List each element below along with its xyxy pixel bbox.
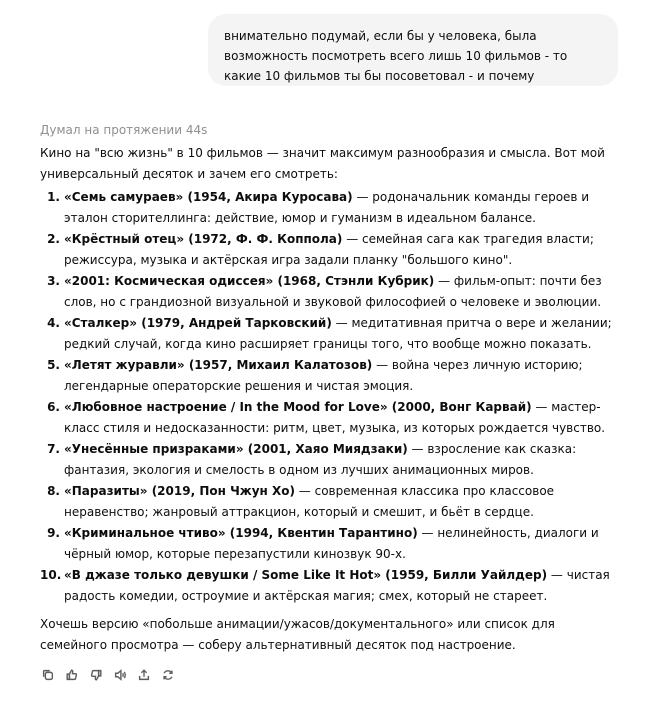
movie-description: — нелинейность, диалоги и чёрный юмор, которые перезапустили кинозвук 90-х.: [64, 526, 599, 561]
thought-label: Думал на протяжении 44s: [40, 123, 208, 137]
dislike-button[interactable]: [88, 667, 104, 683]
movie-number: 10.: [40, 568, 62, 582]
movie-title: «Крёстный отец» (1972, Ф. Ф. Коппола): [64, 232, 343, 246]
thought-duration-toggle[interactable]: [40, 121, 207, 139]
movie-list-item: [40, 565, 620, 607]
movie-number: 7.: [47, 442, 60, 456]
regenerate-icon: [161, 668, 175, 682]
movie-title: «Любовное настроение / In the Mood for Love» (2000, Вонг Карвай): [64, 400, 532, 414]
like-button[interactable]: [64, 667, 80, 683]
movie-list-item: [40, 313, 620, 355]
movie-title: «Паразиты» (2019, Пон Чжун Хо): [64, 484, 295, 498]
movie-list-item: [40, 481, 620, 523]
message-actions: [40, 665, 176, 685]
speaker-icon: [113, 668, 127, 682]
movie-list-item: [40, 187, 620, 229]
movie-title: «Сталкер» (1979, Андрей Тарковский): [64, 316, 332, 330]
assistant-intro: Кино на "всю жизнь" в 10 фильмов — значит максимум разнообразия и смысла. Вот мой универсальный десяток и зачем его смотреть:: [40, 146, 605, 181]
user-message-bubble: [208, 14, 618, 86]
movie-list-item: [40, 439, 620, 481]
movie-description: — медитативная притча о вере и желании; редкий случай, когда кино расширяет границы того, что вообще можно показать.: [64, 316, 612, 351]
movie-description: — мастер-класс стиля и недосказанности: ритм, цвет, музыка, из которых рождается чувство.: [64, 400, 606, 435]
thumbs-down-icon: [89, 668, 103, 682]
share-button[interactable]: [136, 667, 152, 683]
assistant-outro: Хочешь версию «побольше анимации/ужасов/документального» или список для семейного просмотра — соберу альтернативный десяток под настроение.: [40, 617, 555, 652]
movie-description: — чистая радость комедии, остроумие и актёрская магия; смех, который не стареет.: [64, 568, 610, 603]
copy-button[interactable]: [40, 667, 56, 683]
movie-list-item: [40, 355, 620, 397]
movie-title: «Семь самураев» (1954, Акира Куросава): [64, 190, 353, 204]
movie-description: — родоначальник команды героев и эталон сторителлинга: действие, юмор и гуманизм в идеальном балансе.: [64, 190, 590, 225]
thumbs-up-icon: [65, 668, 79, 682]
movie-number: 4.: [47, 316, 60, 330]
movie-description: — фильм-опыт: почти без слов, но с грандиозной визуальной и звуковой философией о человеке и эволюции.: [64, 274, 602, 309]
movie-title: «Криминальное чтиво» (1994, Квентин Тарантино): [64, 526, 418, 540]
movie-title: «2001: Космическая одиссея» (1968, Стэнли Кубрик): [64, 274, 435, 288]
movie-number: 3.: [47, 274, 60, 288]
movie-number: 6.: [47, 400, 60, 414]
movie-number: 2.: [47, 232, 60, 246]
movie-number: 8.: [47, 484, 60, 498]
movie-title: «Унесённые призраками» (2001, Хаяо Миядзаки): [64, 442, 408, 456]
copy-icon: [41, 668, 55, 682]
movie-description: — взросление как сказка: фантазия, экология и смелость в одном из лучших анимационных миров.: [64, 442, 577, 477]
movie-number: 9.: [47, 526, 60, 540]
share-icon: [137, 668, 151, 682]
user-message-text: внимательно подумай, если бы у человека, была возможность посмотреть всего лишь 10 фильмов - то какие 10 фильмов ты бы посоветовал - и почему: [224, 29, 568, 83]
movie-list: [40, 187, 620, 607]
movie-title: «Летят журавли» (1957, Михаил Калатозов): [64, 358, 373, 372]
movie-list-item: [40, 271, 620, 313]
regenerate-button[interactable]: [160, 667, 176, 683]
movie-number: 5.: [47, 358, 60, 372]
movie-list-item: [40, 523, 620, 565]
movie-description: — семейная сага как трагедия власти; режиссура, музыка и актёрская игра задали планку "большого кино".: [64, 232, 594, 267]
read-aloud-button[interactable]: [112, 667, 128, 683]
movie-description: — война через личную историю; легендарные операторские решения и чистая эмоция.: [64, 358, 583, 393]
movie-description: — современная классика про классовое неравенство; жанровый аттракцион, который и смешит, и бьёт в сердце.: [64, 484, 555, 519]
movie-number: 1.: [47, 190, 60, 204]
movie-list-item: [40, 229, 620, 271]
movie-title: «В джазе только девушки / Some Like It Hot» (1959, Билли Уайлдер): [64, 568, 548, 582]
movie-list-item: [40, 397, 620, 439]
